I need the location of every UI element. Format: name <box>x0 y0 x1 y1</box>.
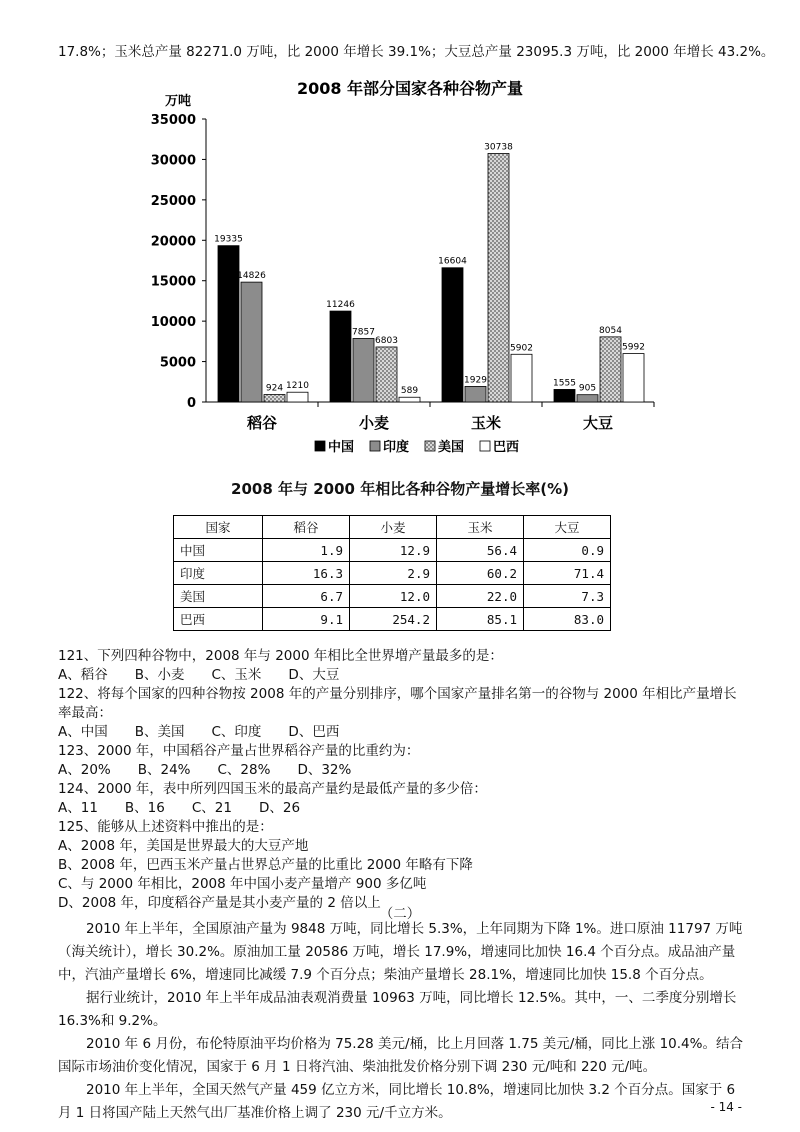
table-header-row <box>174 516 611 539</box>
page-number: - 14 - <box>710 1100 742 1114</box>
y-tick-label: 30000 <box>150 153 196 169</box>
table-row <box>174 608 611 631</box>
question-122-options: A、中国 B、美国 C、印度 D、巴西 <box>58 724 340 740</box>
bar-印度 <box>353 338 374 402</box>
data-label: 11246 <box>326 300 355 311</box>
legend-swatch <box>480 441 490 451</box>
table-cell: 83.0 <box>524 608 611 631</box>
data-label: 1929 <box>464 375 487 386</box>
table-row <box>174 562 611 585</box>
table-cell: 中国 <box>174 539 263 562</box>
table-cell: 12.9 <box>350 539 437 562</box>
question-123: 123、2000 年，中国稻谷产量占世界稻谷产量的比重约为： <box>58 743 420 759</box>
table-cell: 71.4 <box>524 562 611 585</box>
bar-美国 <box>488 153 509 402</box>
chart-y-axis-label: 万吨 <box>164 94 192 109</box>
top-text-line: 17.8%；玉米总产量 82271.0 万吨，比 2000 年增长 39.1%；大豆总产量 23095.3 万吨，比 2000 年增长 43.2%。 <box>58 44 775 60</box>
table-row <box>174 585 611 608</box>
table-cell: 22.0 <box>437 585 524 608</box>
question-121-options: A、稻谷 B、小麦 C、玉米 D、大豆 <box>58 667 340 683</box>
data-label: 14826 <box>237 271 266 282</box>
data-label: 7857 <box>352 327 375 338</box>
data-label: 589 <box>400 386 419 397</box>
table-cell: 6.7 <box>263 585 350 608</box>
table-row <box>174 539 611 562</box>
table-header-cell: 国家 <box>174 516 263 539</box>
data-label: 16604 <box>438 256 467 267</box>
data-label: 6803 <box>375 335 398 346</box>
x-category-label: 小麦 <box>358 414 390 432</box>
question-124: 124、2000 年，表中所列四国玉米的最高产量约是最低产量的多少倍： <box>58 781 487 797</box>
bar-中国 <box>554 389 575 402</box>
data-label: 924 <box>265 383 284 394</box>
question-125-option-c: C、与 2000 年相比，2008 年中国小麦产量增产 900 多亿吨 <box>58 876 427 892</box>
bar-印度 <box>465 386 486 402</box>
x-category-label: 稻谷 <box>246 414 278 432</box>
x-category-label: 大豆 <box>582 414 614 432</box>
bar-巴西 <box>511 354 532 402</box>
table-cell: 254.2 <box>350 608 437 631</box>
question-123-options: A、20% B、24% C、28% D、32% <box>58 762 352 778</box>
table-cell: 12.0 <box>350 585 437 608</box>
legend-swatch <box>315 441 325 451</box>
legend-label: 美国 <box>438 440 465 455</box>
table-cell: 56.4 <box>437 539 524 562</box>
question-122-line1: 122、将每个国家的四种谷物按 2008 年的产量分别排序，哪个国家产量排名第一的谷物与 2000 年相比产量增长 <box>58 686 737 702</box>
table-header-cell: 稻谷 <box>263 516 350 539</box>
growth-rate-table <box>173 515 611 631</box>
question-122-line2: 率最高： <box>58 705 112 721</box>
paragraph: 2010 年上半年，全国天然气产量 459 亿立方米，同比增长 10.8%，增速同比加快 3.2 个百分点。国家于 6 月 1 日将国产陆上天然气出厂基准价格上调了 230 元/千立方米。 <box>58 1082 736 1121</box>
table-cell: 0.9 <box>524 539 611 562</box>
legend-label: 印度 <box>383 440 410 455</box>
data-label: 19335 <box>214 234 243 245</box>
data-label: 5902 <box>510 343 533 354</box>
table-cell: 印度 <box>174 562 263 585</box>
y-tick-label: 20000 <box>150 234 196 250</box>
table-cell: 85.1 <box>437 608 524 631</box>
y-tick-label: 15000 <box>150 274 196 290</box>
data-label: 30738 <box>484 142 513 153</box>
data-label: 8054 <box>599 325 622 336</box>
y-tick-label: 10000 <box>150 315 196 331</box>
section-mark: （二） <box>379 906 421 922</box>
data-label: 5992 <box>622 342 645 353</box>
data-label: 1210 <box>286 381 309 392</box>
paragraph: 2010 年上半年，全国原油产量为 9848 万吨，同比增长 5.3%，上年同期为下降 1%。进口原油 11797 万吨（海关统计），增长 30.2%。原油加工量 20586 万吨，增长 17.9%，增速同比加快 16.4 个百分点。成品油产量中，汽油产量增长 6%，增速同比减缓 7.9 个百分点；柴油产量增长 28.1%，增速同比加快 15.8 个百分点。 <box>58 921 743 983</box>
paragraph: 据行业统计，2010 年上半年成品油表观消费量 10963 万吨，同比增长 12.5%。其中，一、二季度分别增长 16.3%和 9.2%。 <box>58 990 737 1029</box>
bar-印度 <box>241 282 262 402</box>
material-paragraphs <box>58 918 748 1125</box>
question-121: 121、下列四种谷物中，2008 年与 2000 年相比全世界增产量最多的是： <box>58 648 503 664</box>
grain-production-chart <box>140 72 660 467</box>
data-label: 905 <box>578 383 597 394</box>
table-cell: 16.3 <box>263 562 350 585</box>
table-cell: 60.2 <box>437 562 524 585</box>
question-125-option-b: B、2008 年，巴西玉米产量占世界总产量的比重比 2000 年略有下降 <box>58 857 473 873</box>
question-124-options: A、11 B、16 C、21 D、26 <box>58 800 301 816</box>
legend-label: 中国 <box>328 440 355 455</box>
bar-巴西 <box>287 392 308 402</box>
bar-印度 <box>577 395 598 402</box>
table-cell: 7.3 <box>524 585 611 608</box>
y-tick-label: 5000 <box>159 355 196 371</box>
table-cell: 9.1 <box>263 608 350 631</box>
question-125-option-a: A、2008 年，美国是世界最大的大豆产地 <box>58 838 309 854</box>
table-cell: 美国 <box>174 585 263 608</box>
growth-table-title: 2008 年与 2000 年相比各种谷物产量增长率(%) <box>231 480 569 498</box>
question-125: 125、能够从上述资料中推出的是： <box>58 819 273 835</box>
bar-巴西 <box>399 397 420 402</box>
legend-swatch <box>425 441 435 451</box>
y-tick-label: 35000 <box>150 113 196 128</box>
chart-title: 2008 年部分国家各种谷物产量 <box>296 79 524 98</box>
legend-swatch <box>370 441 380 451</box>
table-cell: 1.9 <box>263 539 350 562</box>
table-cell: 巴西 <box>174 608 263 631</box>
bar-中国 <box>218 246 239 402</box>
bar-中国 <box>330 311 351 402</box>
y-tick-label: 25000 <box>150 193 196 209</box>
bar-美国 <box>376 347 397 402</box>
bar-美国 <box>264 395 285 402</box>
question-125-option-d: D、2008 年，印度稻谷产量是其小麦产量的 2 倍以上 <box>58 895 381 911</box>
bar-美国 <box>600 337 621 402</box>
legend-label: 巴西 <box>493 440 520 455</box>
table-header-cell: 玉米 <box>437 516 524 539</box>
y-tick-label: 0 <box>186 396 196 411</box>
data-label: 1555 <box>553 378 576 389</box>
bar-巴西 <box>623 354 644 402</box>
table-header-cell: 小麦 <box>350 516 437 539</box>
table-cell: 2.9 <box>350 562 437 585</box>
table-header-cell: 大豆 <box>524 516 611 539</box>
bar-中国 <box>442 268 463 402</box>
paragraph: 2010 年 6 月份，布伦特原油平均价格为 75.28 美元/桶，比上月回落 1.75 美元/桶，同比上涨 10.4%。结合国际市场油价变化情况，国家于 6 月 1 日将汽油、柴油批发价格分别下调 230 元/吨和 220 元/吨。 <box>58 1036 743 1075</box>
x-category-label: 玉米 <box>470 414 502 432</box>
